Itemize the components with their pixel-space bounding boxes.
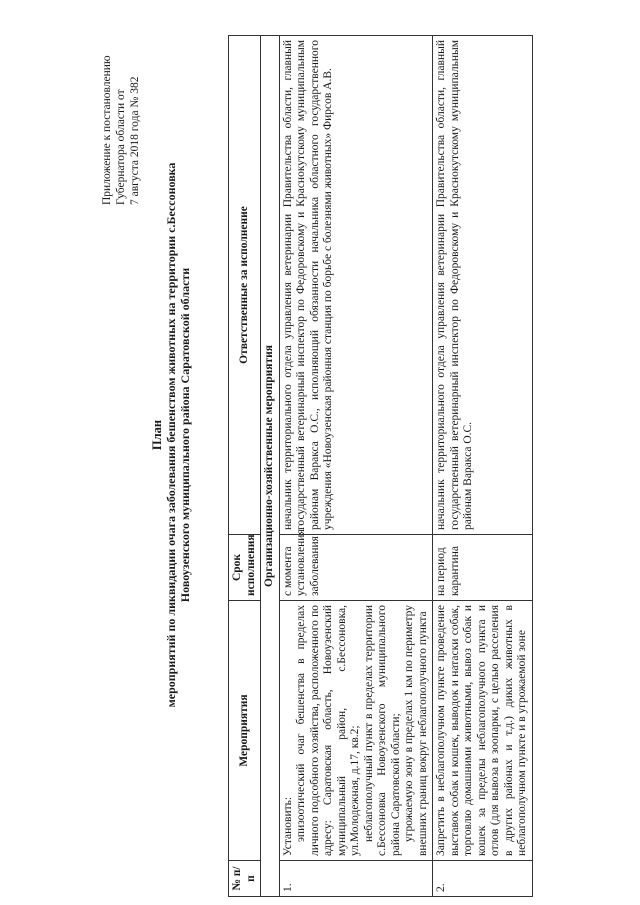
section-row	[261, 36, 280, 897]
measures-table	[228, 35, 533, 897]
measure-paragraph: Установить:	[281, 796, 294, 856]
title-line-2: мероприятий по ликвидации очага заболевания бешенством животных на территории с.Бессоновка	[164, 162, 178, 708]
row-number: 2.	[433, 861, 533, 897]
table-header-row	[229, 36, 261, 897]
section-title: Организационно-хозяйственные мероприятия	[261, 36, 280, 897]
row-measure	[279, 601, 433, 861]
header-num: № п/п	[229, 861, 261, 897]
header-measures: Мероприятия	[229, 601, 261, 861]
row-number: 1.	[279, 861, 433, 897]
title-line-1: План	[150, 419, 164, 451]
measure-paragraph: угрожаемую зону в пределах 1 км по периметру внешних границ вокруг неблагополучного пункта	[403, 605, 429, 856]
document-title	[150, 85, 192, 785]
measure-paragraph: Запретить в неблагополучном пункте проведение выставок собак и кошек, выводок и натаски собак, торговлю домашними животными, вывоз собак и кошек за пределы неблагополучного пункта и отлов (для вывоза в зоопарки, с целью расселения в других районах и т.д.) диких животных в неблагополучном пункте и в угрожаемой зоне	[435, 605, 528, 856]
row-term: на период карантина	[433, 535, 533, 601]
row-responsible: начальник территориального отдела управления ветеринарии Правительства области, главный государственный ветеринарный инспектор по Федоровскому и Краснокутскому муниципальным районам Варакса О.С.	[433, 36, 533, 535]
row-term: с момента установления заболевания	[279, 535, 433, 601]
row-responsible: начальник территориального отдела управления ветеринарии Правительства области, главный государственный ветеринарный инспектор по Федоровскому и Краснокутскому муниципальным районам Варакса О.С., исполняющий обязанности начальника областного государственного учреждения «Новоузенская районная станция по борьбе с болезнями животных» Фирсов А.В.	[279, 36, 433, 535]
measure-paragraph: эпизоотический очаг бешенства в пределах личного подсобного хозяйства, расположенного по адресу: Саратовская область, Новоузенский муниципальный район, с.Бессоновка, ул.Молодежная, д.17, кв.2;	[295, 605, 361, 856]
appendix-line-3: 7 августа 2018 года № 382	[129, 76, 141, 205]
appendix-line-2: Губернатора области от	[115, 89, 127, 205]
table-row	[433, 36, 533, 897]
row-measure	[433, 601, 533, 861]
table-row	[279, 36, 433, 897]
measure-paragraph: неблагополучный пункт в пределах территории с.Бессоновка Новоузенского муниципального района Саратовской области;	[362, 605, 402, 856]
title-line-3: Новоузенского муниципального района Саратовской области	[178, 267, 192, 603]
appendix-line-1: Приложение к постановлению	[101, 55, 113, 205]
appendix-note	[100, 5, 142, 205]
header-term: Срок исполнения	[229, 535, 261, 601]
header-responsible: Ответственные за исполнение	[229, 36, 261, 535]
